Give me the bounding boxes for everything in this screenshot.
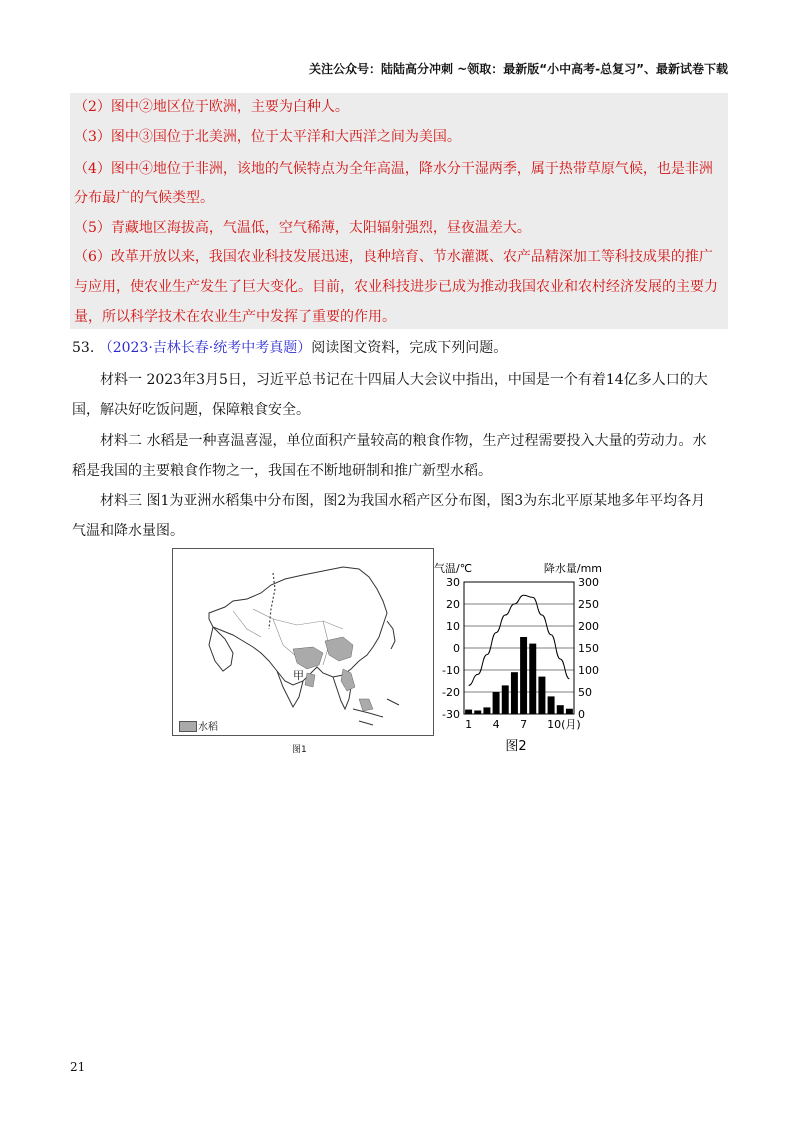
precip-bar — [465, 710, 472, 714]
answer-line: （6）改革开放以来，我国农业科技发展迅速，良种培育、节水灌溉、农产品精深加工等科技成果的推广 — [74, 249, 713, 265]
question-prompt: 阅读图文资料，完成下列问题。 — [311, 340, 508, 356]
material-1-line-1: 材料一 2023年3月5日，习近平总书记在十四届人大会议中指出，中国是一个有着14亿多人口的大 — [100, 372, 708, 388]
answer-line: 量，所以科学技术在农业生产中发挥了重要的作用。 — [74, 309, 396, 325]
answer-line: （2）图中②地区位于欧洲，主要为白种人。 — [74, 99, 349, 115]
climate-chart — [432, 560, 612, 760]
question-heading — [72, 338, 507, 358]
precip-tick-label: 300 — [578, 576, 599, 589]
internal-borders — [233, 609, 343, 665]
climate-chart-wrap — [432, 560, 612, 764]
precip-bar — [529, 644, 536, 714]
temperature-line — [469, 595, 570, 685]
material-2-line-2: 稻是我国的主要粮食作物之一，我国在不断地研制和推广新型水稻。 — [72, 463, 492, 479]
answer-line: （5）青藏地区海拔高，气温低，空气稀薄，太阳辐射强烈，昼夜温差大。 — [74, 220, 531, 236]
answer-line: 与应用，使农业生产发生了巨大变化。目前，农业科技进步已成为推动我国农业和农村经济发展的主要力 — [74, 279, 718, 295]
rice-area — [341, 669, 355, 691]
answer-line: 分布最广的气候类型。 — [74, 190, 214, 206]
temp-tick-label: 30 — [446, 576, 460, 589]
month-tick-label: 7 — [520, 718, 528, 731]
material-3-line-2: 气温和降水量图。 — [72, 523, 184, 539]
fig2-caption: 图2 — [505, 739, 527, 754]
precip-tick-label: 100 — [578, 664, 599, 677]
rice-legend-label: 水稻 — [198, 722, 218, 733]
precip-bar — [520, 637, 527, 714]
rice-area — [325, 637, 353, 661]
islands-outline — [353, 699, 399, 725]
precip-tick-label: 250 — [578, 598, 599, 611]
answer-line: （3）图中③国位于北美洲，位于太平洋和大西洋之间为美国。 — [74, 129, 461, 145]
question-source: （2023·吉林长春·统考中考真题） — [98, 340, 312, 356]
fig1-caption: 图1 — [292, 745, 307, 755]
temp-tick-label: 10 — [446, 620, 460, 633]
precip-bar — [557, 705, 564, 714]
temp-tick-label: -10 — [442, 664, 460, 677]
asia-map-drawing — [173, 549, 433, 735]
precip-axis-label: 降水量/mm — [543, 562, 602, 575]
dashed-boundary — [269, 573, 275, 629]
temp-tick-label: 0 — [453, 642, 460, 655]
japan-outline — [387, 621, 395, 649]
temp-tick-label: -30 — [442, 708, 460, 721]
material-2-line-1: 材料二 水稻是一种喜温喜湿，单位面积产量较高的粮食作物，生产过程需要投入大量的劳动力。水 — [100, 433, 707, 449]
precip-bar — [474, 710, 481, 714]
asia-rice-map — [172, 548, 434, 736]
precip-tick-label: 50 — [578, 686, 592, 699]
place-label-jia: 甲 — [293, 669, 304, 682]
rice-area — [305, 673, 315, 687]
precip-bar — [511, 672, 518, 714]
month-tick-label: 1 — [465, 718, 473, 731]
rice-legend-swatch — [179, 721, 197, 732]
precip-bar — [483, 707, 490, 714]
precip-tick-label: 200 — [578, 620, 599, 633]
precip-tick-label: 150 — [578, 642, 599, 655]
precip-bar — [493, 692, 500, 714]
precip-bar — [502, 685, 509, 714]
page-header: 关注公众号：陆陆高分冲刺 ~领取：最新版“小中高考-总复习”、最新试卷下载 — [309, 62, 728, 76]
question-number: 53. — [72, 340, 95, 356]
material-3-line-1: 材料三 图1为亚洲水稻集中分布图，图2为我国水稻产区分布图，图3为东北平原某地多年平均各月 — [100, 493, 706, 509]
month-tick-label: 4 — [492, 718, 500, 731]
page-number: 21 — [70, 1060, 86, 1074]
answer-line: （4）图中④地位于非洲，该地的气候特点为全年高温，降水分干湿两季，属于热带草原气候，也是非洲 — [74, 161, 713, 177]
temp-tick-label: 20 — [446, 598, 460, 611]
precip-bar — [548, 696, 555, 714]
rice-area — [293, 647, 323, 669]
temp-axis-label: 气温/℃ — [434, 562, 473, 575]
temp-tick-label: -20 — [442, 686, 460, 699]
precip-bar — [538, 677, 545, 714]
rice-area — [359, 699, 373, 711]
material-1-line-2: 国，解决好吃饭问题，保障粮食安全。 — [72, 402, 310, 418]
precip-bar — [566, 709, 573, 714]
precip-tick-label: 0 — [578, 708, 585, 721]
month-tick-label: 10(月) — [547, 718, 581, 731]
